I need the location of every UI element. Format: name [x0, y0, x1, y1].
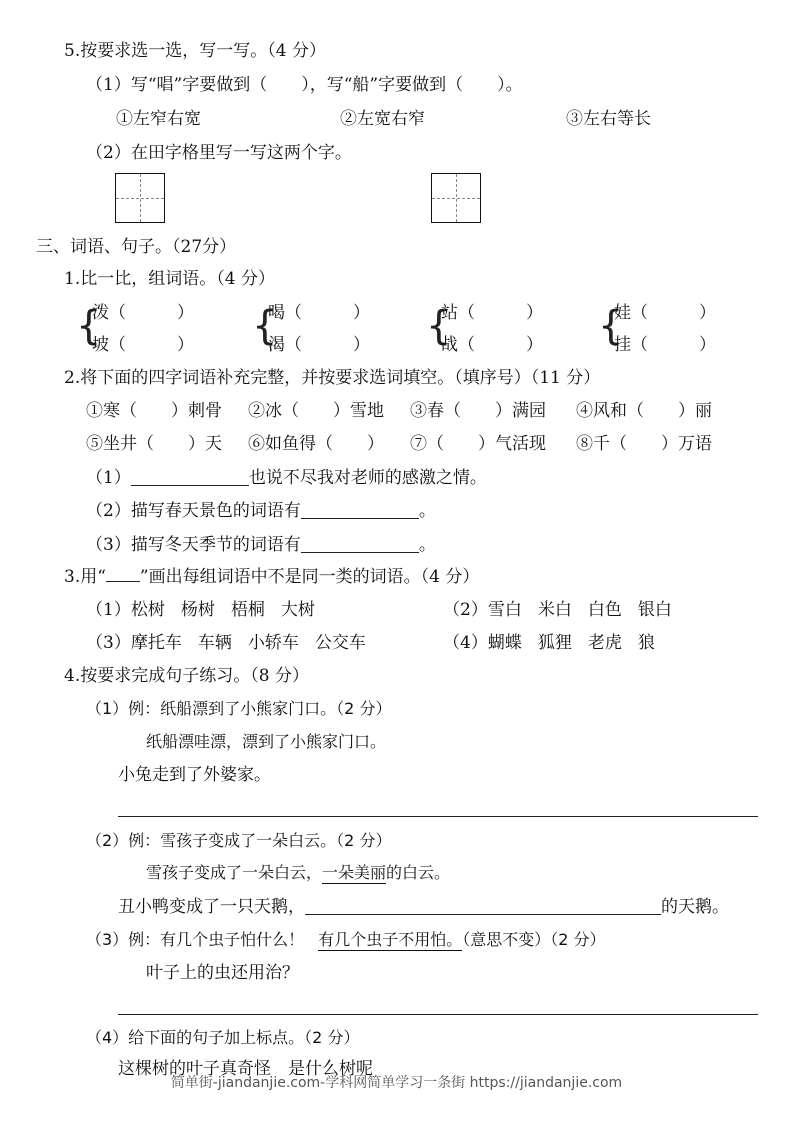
ex2-prompt	[118, 896, 729, 918]
ex3-title	[86, 929, 605, 951]
pair1-top: 泼（ ）	[92, 303, 194, 323]
idiom-2: ②冰（ ）雪地	[248, 401, 384, 421]
fill3-end: 。	[418, 535, 436, 555]
tianzige-box-2[interactable]	[431, 173, 481, 223]
ex2-blank[interactable]	[305, 896, 661, 915]
q5-option3: ③左右等长	[566, 109, 651, 129]
ex2-ex-c: 的白云。	[386, 863, 451, 882]
fill1-text: 也说不尽我对老师的感激之情。	[248, 468, 487, 488]
g3-w2[interactable]: 车辆	[197, 633, 232, 653]
tianzige-box-1[interactable]	[115, 173, 165, 223]
s3-title	[64, 566, 479, 588]
q5-part1: （1）写“唱”字要做到（ ），写“船”字要做到（ ）。	[86, 75, 523, 95]
g3-w4[interactable]: 公交车	[314, 633, 366, 653]
idiom-7: ⑦（ ）气活现	[410, 434, 546, 454]
fill-line-2	[86, 500, 436, 522]
pair4-bottom: 挂（ ）	[614, 335, 716, 355]
idiom-1: ①寒（ ）刺骨	[86, 401, 222, 421]
ex1-title: （1）例：纸船漂到了小熊家门口。（2 分）	[86, 699, 392, 718]
ex2-title: （2）例：雪孩子变成了一朵白云。（2 分）	[86, 831, 392, 850]
ex3-b: （意思不变）（2 分）	[462, 930, 606, 949]
group-3	[86, 632, 366, 654]
g1-w3[interactable]: 梧桐	[230, 600, 265, 620]
section3-title: 三、词语、句子。（27分）	[36, 237, 237, 257]
g4-w4[interactable]: 狼	[637, 633, 655, 653]
group-1	[86, 599, 315, 621]
g1-w2[interactable]: 杨树	[180, 600, 215, 620]
pair2-bottom: 渴（ ）	[268, 335, 370, 355]
s3-title-a: 3.用“	[64, 567, 106, 587]
watermark: 简单街-jiandanjie.com-学科网简单学习一条街 https://jiandanjie.com	[170, 1075, 623, 1091]
answer-line-1[interactable]	[118, 816, 758, 817]
g3-w1[interactable]: （3）摩托车	[86, 633, 182, 653]
ex3-prompt: 叶子上的虫还用治？	[146, 963, 299, 983]
fill3-blank[interactable]	[301, 534, 419, 553]
ex3-a: （3）例：有几个虫子怕什么！	[86, 930, 305, 949]
brace-icon: {	[426, 303, 452, 349]
fill1-prefix: （1）	[86, 468, 131, 488]
g2-w2[interactable]: 米白	[537, 600, 572, 620]
brace-icon: {	[76, 303, 102, 349]
g1-w4[interactable]: 大树	[280, 600, 315, 620]
answer-line-2[interactable]	[118, 1014, 758, 1015]
g4-w3[interactable]: 老虎	[587, 633, 622, 653]
g4-w2[interactable]: 狐狸	[537, 633, 572, 653]
idiom-5: ⑤坐井（ ）天	[86, 434, 222, 454]
g3-w3[interactable]: 小轿车	[247, 633, 299, 653]
q5-option2: ②左宽右窄	[340, 109, 425, 129]
fill2-end: 。	[418, 501, 436, 521]
pair1-bottom: 坡（ ）	[92, 335, 194, 355]
brace-icon: {	[598, 303, 624, 349]
ex2-prompt-end: 的天鹅。	[661, 897, 729, 917]
ex3-underlined: 有几个虫子不用怕。	[318, 930, 463, 949]
s1-title: 1.比一比，组词语。（4 分）	[64, 269, 275, 289]
pair3-bottom: 战（ ）	[441, 335, 543, 355]
ex1-example: 纸船漂哇漂，漂到了小熊家门口。	[146, 732, 387, 751]
ex2-ex-underlined: 一朵美丽	[322, 863, 387, 882]
s4-title: 4.按要求完成句子练习。（8 分）	[64, 666, 309, 686]
fill1-blank[interactable]	[131, 467, 249, 486]
pair3-top: 站（ ）	[441, 303, 543, 323]
ex2-ex-a: 雪孩子变成了一朵白云，	[146, 863, 323, 882]
q5-title: 5.按要求选一选，写一写。（4 分）	[64, 41, 326, 61]
idiom-8: ⑧千（ ）万语	[576, 434, 712, 454]
brace-icon: {	[252, 303, 278, 349]
g4-w1[interactable]: （4）蝴蝶	[443, 633, 522, 653]
g1-w1[interactable]: （1）松树	[86, 600, 165, 620]
ex2-prompt-text: 丑小鸭变成了一只天鹅，	[118, 897, 305, 917]
g2-w3[interactable]: 白色	[587, 600, 622, 620]
q5-part2: （2）在田字格里写一写这两个字。	[86, 143, 352, 163]
underline-sample	[106, 567, 140, 582]
ex4-title: （4）给下面的句子加上标点。（2 分）	[86, 1028, 360, 1047]
idiom-4: ④风和（ ）丽	[576, 401, 712, 421]
idiom-3: ③春（ ）满园	[410, 401, 546, 421]
s2-title: 2.将下面的四字词语补充完整，并按要求选词填空。（填序号）（11 分）	[64, 368, 601, 388]
fill-line-1	[86, 467, 487, 489]
ex2-example	[146, 862, 450, 884]
g2-w1[interactable]: （2）雪白	[443, 600, 522, 620]
fill2-text: （2）描写春天景色的词语有	[86, 501, 301, 521]
fill-line-3	[86, 534, 436, 556]
pair4-top: 娃（ ）	[614, 303, 716, 323]
q5-option1: ①左窄右宽	[116, 109, 201, 129]
ex1-prompt: 小兔走到了外婆家。	[118, 765, 271, 785]
ex4-sentence[interactable]: 这棵树的叶子真奇怪 是什么树呢	[118, 1059, 373, 1079]
fill2-blank[interactable]	[301, 500, 419, 519]
g2-w4[interactable]: 银白	[637, 600, 672, 620]
fill3-text: （3）描写冬天季节的词语有	[86, 535, 301, 555]
group-4	[443, 632, 655, 654]
pair2-top: 喝（ ）	[268, 303, 370, 323]
group-2	[443, 599, 672, 621]
idiom-6: ⑥如鱼得（ ）	[248, 434, 384, 454]
s3-title-b: ”画出每组词语中不是同一类的词语。（4 分）	[139, 567, 480, 587]
